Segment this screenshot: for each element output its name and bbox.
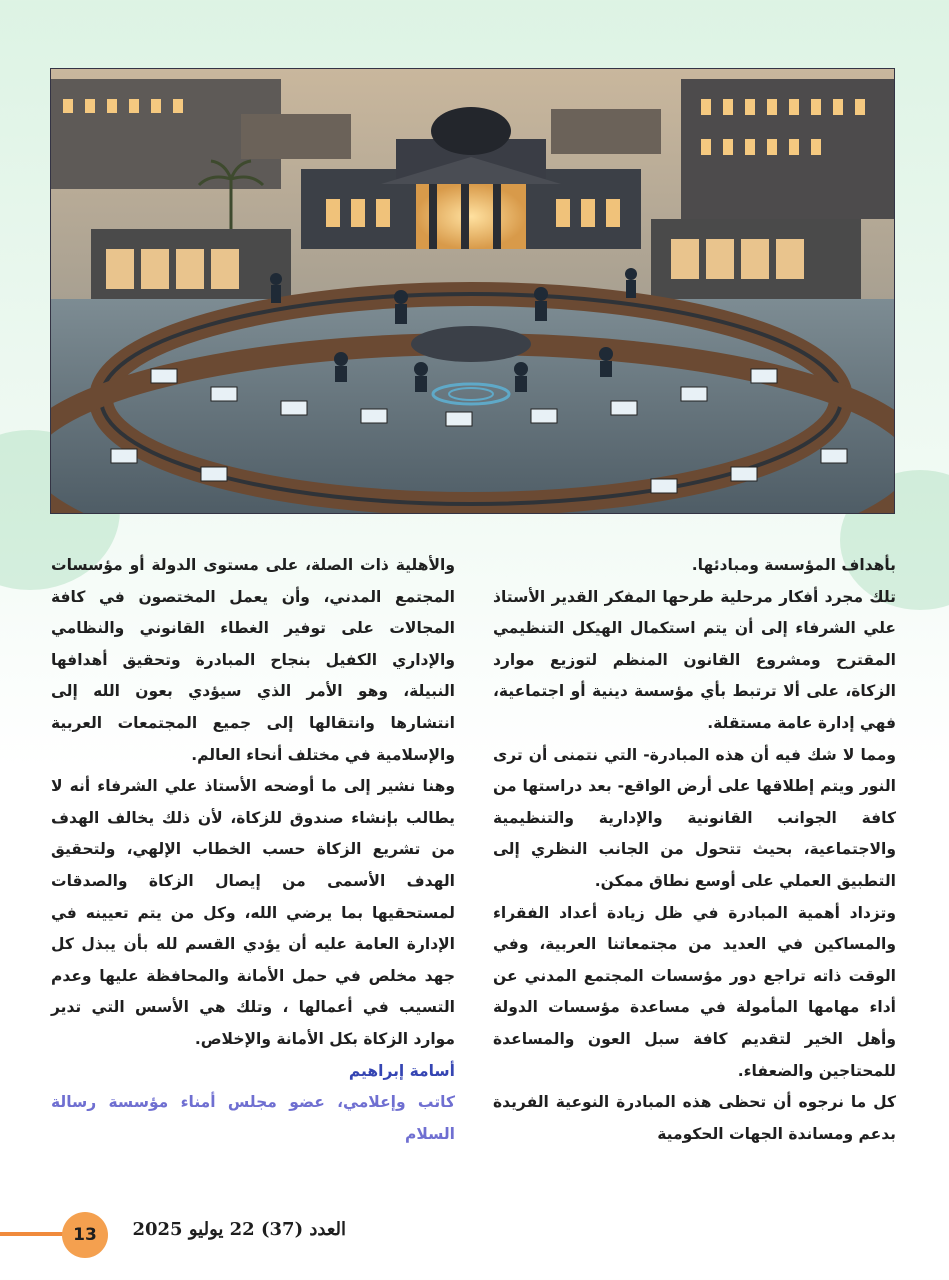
issue-info: العدد (37) 22 يوليو 2025 (132, 1219, 346, 1240)
paragraph: والأهلية ذات الصلة، على مستوى الدولة أو مؤسسات المجتمع المدني، وأن يعمل المختصون في كافة المجالات على توفير الغطاء القانوني والنظامي والإداري الكفيل بنجاح المبادرة وتحقيق أهدافها النبيلة، وهو الأمر الذي سيؤدي بعون الله إلى انتشارها وانتقالها إلى جميع المجتمعات العربية والإسلامية في مختلف أنحاء العالم. (51, 556, 455, 764)
paragraph: وتزداد أهمية المبادرة في ظل زيادة أعداد الفقراء والمساكين في العديد من مجتمعاتنا العربية، وفي الوقت ذاته تراجع دور مؤسسات المجتمع المدني عن أداء مهامها المأمولة في مساعدة مؤسسات الدولة وأهل الخير لتقديم كافة سبل العون والمساعدة للمحتاجين والضعفاء. (493, 903, 896, 1080)
paragraph: ومما لا شك فيه أن هذه المبادرة- التي نتمنى أن ترى النور ويتم إطلاقها على أرض الواقع- بعد دراستها من كافة الجوانب القانونية والإدارية والتنظيمية والاجتماعية، بحيث تتحول من الجانب النظري إلى التطبيق العملي على أوسع نطاق ممكن. (493, 745, 896, 890)
footer-accent-line (0, 1232, 70, 1236)
page-number: 13 (62, 1212, 108, 1258)
paragraph: وهنا نشير إلى ما أوضحه الأستاذ علي الشرفاء أنه لا يطالب بإنشاء صندوق للزكاة، لأن ذلك يخالف الهدف من تشريع الزكاة حسب الخطاب الإلهي، ولتحقيق الهدف الأسمى من إيصال الزكاة والصدقات لمستحقيها بما يرضي الله، وكل من يتم تعيينه في الإدارة العامة عليه أن يؤدي القسم لله بأن يبذل كل جهد مخلص في حمل الأمانة والمحافظة عليها وعدم التسيب في أعمالها ، وتلك هي الأسس التي تدير موارد الزكاة بكل الأمانة والإخلاص. (51, 777, 455, 1048)
paragraph: كل ما نرجوه أن تحظى هذه المبادرة النوعية الفريدة بدعم ومساندة الجهات الحكومية (493, 1093, 896, 1143)
paragraph: بأهداف المؤسسة ومبادئها. (691, 556, 896, 574)
hero-illustration (50, 68, 895, 514)
author-title: كاتب وإعلامي، عضو مجلس أمناء مؤسسة رسالة السلام (51, 1093, 455, 1143)
paragraph: تلك مجرد أفكار مرحلية طرحها المفكر القدير الأستاذ علي الشرفاء إلى أن يتم استكمال الهيكل التنظيمي المقترح ومشروع القانون المنظم لتوزيع موارد الزكاة، على ألا ترتبط بأي مؤسسة دينية أو اجتماعية، فهي إدارة عامة مستقلة. (493, 587, 896, 732)
article-column-left (51, 550, 455, 1150)
author-name: أسامة إبراهيم (348, 1061, 455, 1080)
article-column-right (493, 550, 896, 1150)
